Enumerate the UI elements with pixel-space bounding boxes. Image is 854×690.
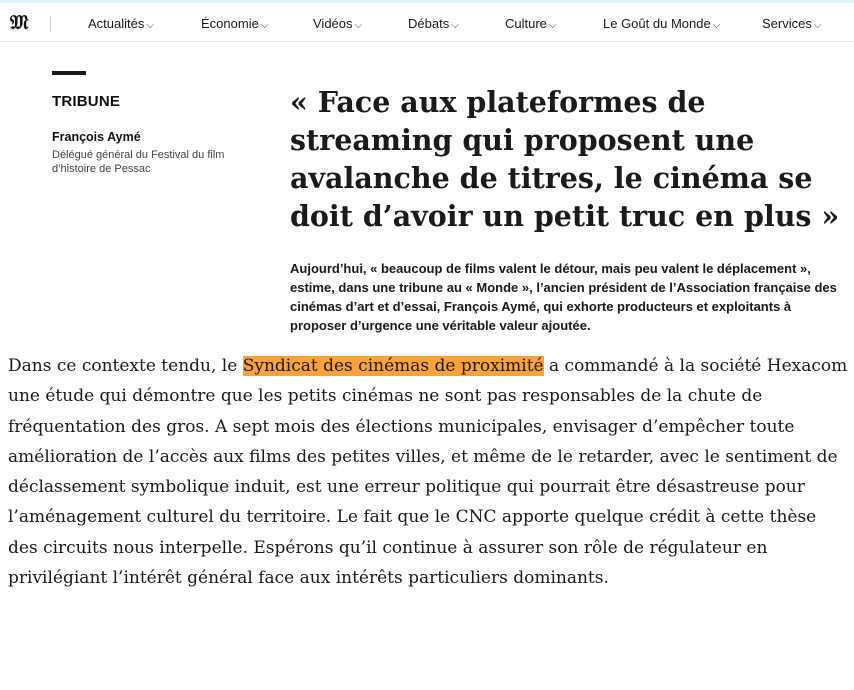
nav-item-label: Actualités bbox=[88, 16, 145, 31]
nav-item-culture[interactable] bbox=[505, 16, 557, 34]
nav-item-le-gout-du-monde[interactable] bbox=[603, 16, 720, 34]
article-standfirst: Aujourd’hui, « beaucoup de films valent le détour, mais peu valent le déplacement », estime, dans une tribune au « Monde », l’ancien président de l’Association française des cinémas d’art et d’essai, François Aymé, qui exhorte producteurs et exploitants à proposer d’urgence une véritable valeur ajoutée. bbox=[290, 261, 837, 333]
chevron-down-icon: ⌵ bbox=[548, 20, 557, 31]
left-margin-panel bbox=[0, 42, 22, 342]
nav-item-label: Débats bbox=[408, 16, 450, 31]
nav-item-label: Services bbox=[762, 16, 812, 31]
nav-item-economie[interactable] bbox=[201, 16, 268, 34]
body-text-start: Dans ce contexte tendu, le bbox=[8, 356, 243, 376]
nav-item-label: Culture bbox=[505, 16, 547, 31]
nav-item-label: Le Goût du Monde bbox=[603, 16, 711, 31]
chevron-down-icon: ⌵ bbox=[712, 20, 721, 31]
article-body-paragraph bbox=[8, 351, 850, 593]
body-text-rest: a commandé à la société Hexacom une étude qui démontre que les petits cinémas ne sont pas responsables de la chute de fréquentation des gros. A sept mois des élections municipales, envisager d’empêcher toute amélioration de l’accès aux films des petites villes, et même de le retarder, avec le sentiment de déclassement symbolique induit, est une erreur politique qui pourrait être désastreuse pour l’aménagement culturel du territoire. Le fait que le CNC apporte quelque crédit à cette thèse des circuits nous interpelle. Espérons qu’il continue à assurer son rôle de régulateur en privilégiant l’intérêt général face aux intérêts particuliers dominants. bbox=[8, 356, 848, 589]
nav-item-services[interactable] bbox=[762, 16, 821, 34]
nav-item-label: Économie bbox=[201, 16, 259, 31]
author-name-link[interactable]: François Aymé bbox=[52, 130, 141, 144]
chevron-down-icon: ⌵ bbox=[260, 20, 269, 31]
author-role: Délégué général du Festival du film d’histoire de Pessac bbox=[52, 149, 225, 175]
rubric-accent-bar bbox=[52, 71, 86, 75]
nav-item-debats[interactable] bbox=[408, 16, 459, 34]
chevron-down-icon: ⌵ bbox=[813, 20, 822, 31]
nav-item-videos[interactable] bbox=[313, 16, 362, 34]
le-monde-logo[interactable]: 𝔐 bbox=[10, 10, 29, 34]
nav-item-actualites[interactable] bbox=[88, 16, 154, 34]
top-navigation-bar bbox=[0, 3, 854, 42]
nav-item-label: Vidéos bbox=[313, 16, 353, 31]
chevron-down-icon: ⌵ bbox=[146, 20, 154, 31]
highlighted-text[interactable]: Syndicat des cinémas de proximité bbox=[242, 356, 544, 376]
chevron-down-icon: ⌵ bbox=[354, 20, 363, 31]
article-headline: « Face aux plateformes de streaming qui proposent une avalanche de titres, le cinéma se doit d’avoir un petit truc en plus » bbox=[290, 85, 840, 233]
chevron-down-icon: ⌵ bbox=[451, 20, 459, 31]
logo-separator bbox=[50, 16, 51, 32]
rubric-label: TRIBUNE bbox=[52, 93, 121, 110]
